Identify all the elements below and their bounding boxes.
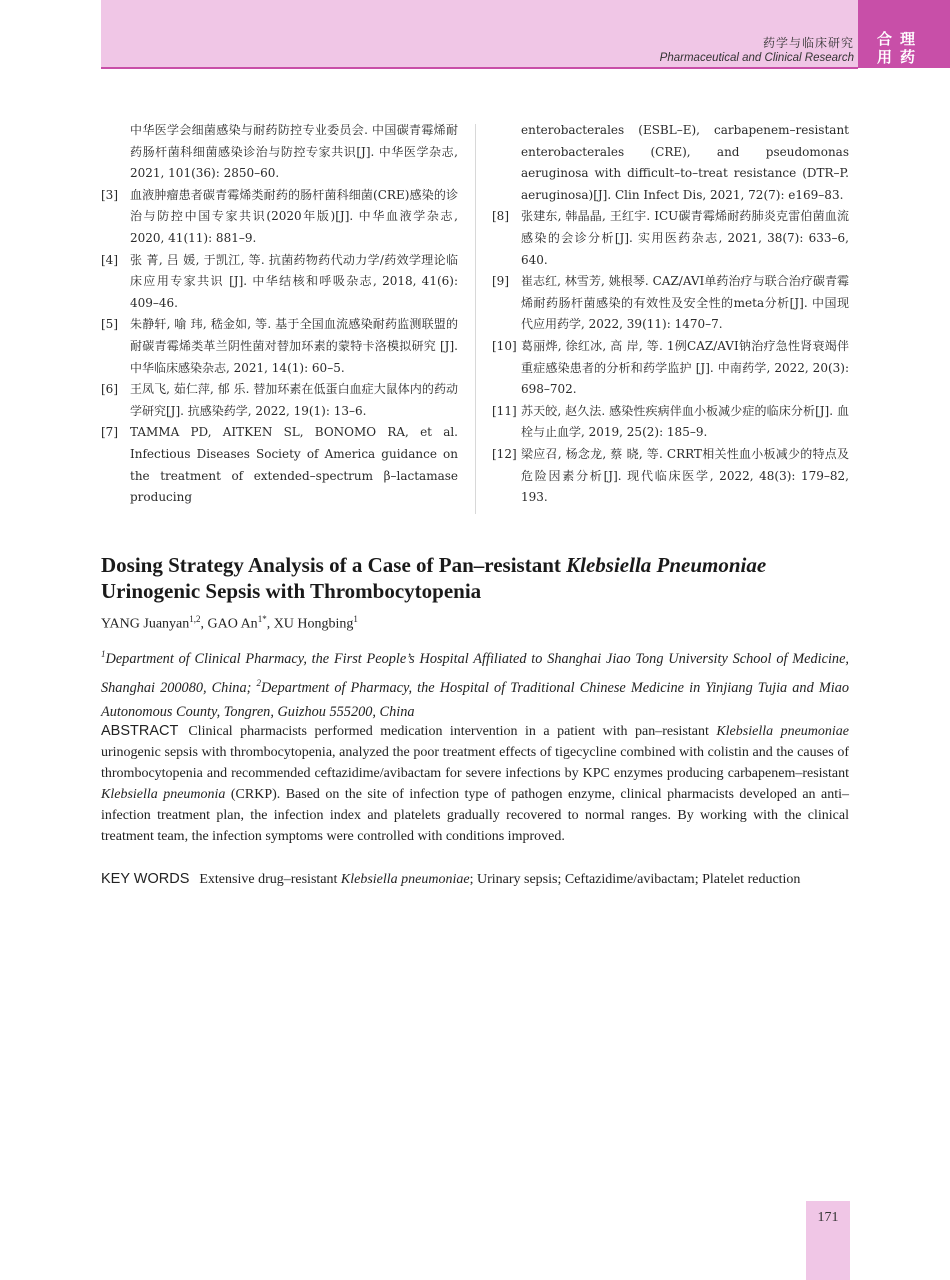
page-number-tab bbox=[806, 1201, 850, 1280]
keywords-text: ; Urinary sepsis; Ceftazidime/avibactam; Platelet reduction bbox=[469, 872, 801, 887]
title-text: Urinogenic Sepsis with Thrombocytopenia bbox=[101, 579, 482, 603]
reference-text: 王凤飞, 茹仁萍, 郁 乐. 替加环素在低蛋白血症大鼠体内的药动学研究[J]. 抗感染药学, 2022, 19(1): 13–6. bbox=[130, 382, 458, 418]
author-list: YANG Juanyan$^{1,2}$, GAO $An^{1*}$, XU Hongbing$^1$ bbox=[101, 614, 358, 632]
abstract-text: (CRKP). Based on the site of infection type of pathogen enzyme, clinical pharmacists developed an anti–infection treatment plan, the infection index and platelets gradually recovered to normal ranges. By working with the clinical treatment team, the infection symptoms were controlled with conditions improved. bbox=[101, 787, 849, 844]
reference-number: [7] bbox=[101, 425, 118, 440]
reference-number: [11] bbox=[492, 403, 517, 418]
reference-item bbox=[101, 250, 458, 315]
article-title bbox=[101, 552, 849, 604]
abstract-organism: Klebsiella pneumoniae bbox=[716, 724, 849, 739]
affiliation-mark: 2 bbox=[256, 677, 261, 688]
reference-text: 张建东, 韩晶晶, 王红宇. ICU碳青霉烯耐药肺炎克雷伯菌血流感染的会诊分析[J]. 实用医药杂志, 2021, 38(7): 633–6, 640. bbox=[521, 209, 849, 267]
reference-item bbox=[101, 314, 458, 379]
reference-item bbox=[101, 185, 458, 250]
reference-item bbox=[101, 422, 458, 508]
keywords-text: Extensive drug–resistant bbox=[199, 872, 341, 887]
journal-title-cn: 药学与临床研究 bbox=[762, 36, 854, 50]
author-affiliation-mark: 1,2 bbox=[189, 614, 201, 624]
reference-number: [9] bbox=[492, 274, 509, 289]
reference-text: 张 菁, 吕 媛, 于凯江, 等. 抗菌药物药代动力学/药效学理论临床应用专家共识 [J]. 中华结核和呼吸杂志, 2018, 41(6): 409–46. bbox=[130, 252, 458, 310]
abstract-text: Clinical pharmacists performed medication intervention in a patient with pan–resistant bbox=[188, 724, 717, 739]
reference-number: [8] bbox=[492, 209, 509, 224]
reference-number: [12] bbox=[492, 446, 517, 461]
author-name: GAO An bbox=[207, 616, 258, 632]
column-divider bbox=[475, 124, 476, 514]
reference-item bbox=[492, 120, 849, 206]
abstract-organism: Klebsiella pneumonia bbox=[101, 787, 226, 802]
reference-text: 葛丽烨, 徐红冰, 高 岸, 等. 1例CAZ/AVI钠治疗急性肾衰竭伴重症感染患者的分析和药学监护 [J]. 中南药学, 2022, 20(3): 698–702. bbox=[521, 338, 849, 397]
reference-item bbox=[492, 206, 849, 271]
affiliation-text: Department of Pharmacy, the Hospital of Traditional Chinese Medicine in Yinjiang Tujia and Miao Autonomous County, Tongren, Guizhou 555200, China bbox=[101, 679, 849, 720]
header-rule bbox=[101, 67, 858, 69]
references-left-column bbox=[101, 120, 458, 509]
reference-item bbox=[101, 120, 458, 185]
reference-text: 崔志红, 林雪芳, 姚根琴. CAZ/AVI单药治疗与联合治疗碳青霉烯耐药肠杆菌感染的有效性及安全性的meta分析[J]. 中国现代应用药学, 2022, 39(11): 1470–7. bbox=[521, 274, 849, 332]
keywords-label: KEY WORDS bbox=[101, 871, 190, 887]
reference-text: 梁应召, 杨念龙, 蔡 晓, 等. CRRT相关性血小板减少的特点及危险因素分析[J]. 现代临床医学, 2022, 48(3): 179–82, 193. bbox=[521, 446, 849, 505]
reference-text: TAMMA PD, AITKEN SL, BONOMO RA, et al. Infectious Diseases Society of America guidance on the treatment of extended–spectrum β–lactamase producing bbox=[130, 425, 458, 505]
reference-item bbox=[492, 444, 849, 509]
reference-number: [5] bbox=[101, 317, 118, 332]
reference-number: [10] bbox=[492, 338, 517, 353]
title-organism: Klebsiella Pneumoniae bbox=[566, 553, 767, 577]
reference-text: enterobacterales (ESBL–E), carbapenem–resistant enterobacterales (CRE), and pseudomonas aeruginosa with difficult–to–treat resistance (DTR–P. aeruginosa)[J]. Clin Infect Dis, 2021, 72(7): e169–83. bbox=[521, 123, 849, 202]
logo-line-2: 用药 bbox=[877, 48, 924, 66]
section-logo bbox=[858, 0, 950, 68]
author-name: YANG Juanyan bbox=[101, 616, 190, 632]
abstract bbox=[101, 721, 849, 847]
author-affiliation-mark: 1 bbox=[353, 614, 358, 624]
author-affiliation-mark: 1* bbox=[257, 614, 267, 624]
reference-text: 朱静轩, 喻 玮, 嵇金如, 等. 基于全国血流感染耐药监测联盟的耐碳青霉烯类革兰阴性菌对替加环素的蒙特卡洛模拟研究 [J]. 中华临床感染杂志, 2021, 14(1): 60–5. bbox=[130, 317, 458, 375]
affiliation-text: Department of Clinical Pharmacy, the First People’s Hospital Affiliated to Shanghai Jiao Tong University School of Medicine, Shanghai 200080, China; bbox=[101, 650, 849, 696]
reference-number: [4] bbox=[101, 252, 118, 267]
title-text: Dosing Strategy Analysis of a Case of Pan–resistant bbox=[101, 553, 567, 577]
reference-item bbox=[492, 336, 849, 401]
keywords bbox=[101, 869, 849, 890]
journal-title-en: Pharmaceutical and Clinical Research bbox=[659, 52, 854, 64]
reference-number: [3] bbox=[101, 187, 118, 202]
references-right-column bbox=[492, 120, 849, 509]
affiliation-mark: 1 bbox=[101, 649, 106, 659]
abstract-text: urinogenic sepsis with thrombocytopenia, analyzed the poor treatment effects of tigecycline combined with colistin and the causes of thrombocytopenia and recommended ceftazidime/avibactam for severe infections by KPC enzymes producing carbapenem–resistant bbox=[101, 745, 849, 781]
page-number: 171 bbox=[817, 1210, 839, 1225]
reference-text: 血液肿瘤患者碳青霉烯类耐药的肠杆菌科细菌(CRE)感染的诊治与防控中国专家共识(2020年版)[J]. 中华血液学杂志, 2020, 41(11): 881–9. bbox=[130, 187, 458, 245]
logo-line-1: 合理 bbox=[877, 30, 924, 48]
reference-item bbox=[492, 271, 849, 336]
author-name: XU Hongbing bbox=[273, 616, 354, 632]
reference-number: [6] bbox=[101, 382, 118, 397]
reference-text: 中华医学会细菌感染与耐药防控专业委员会. 中国碳青霉烯耐药肠杆菌科细菌感染诊治与防控专家共识[J]. 中华医学杂志, 2021, 101(36): 2850–60. bbox=[130, 123, 458, 181]
page-header bbox=[0, 0, 950, 68]
reference-item bbox=[492, 401, 849, 444]
keywords-organism: Klebsiella pneumoniae bbox=[340, 872, 470, 887]
reference-text: 苏天皎, 赵久法. 感染性疾病伴血小板减少症的临床分析[J]. 血栓与止血学, 2019, 25(2): 185–9. bbox=[521, 403, 849, 440]
reference-item bbox=[101, 379, 458, 422]
affiliations bbox=[101, 642, 849, 724]
abstract-label: ABSTRACT bbox=[101, 723, 179, 739]
